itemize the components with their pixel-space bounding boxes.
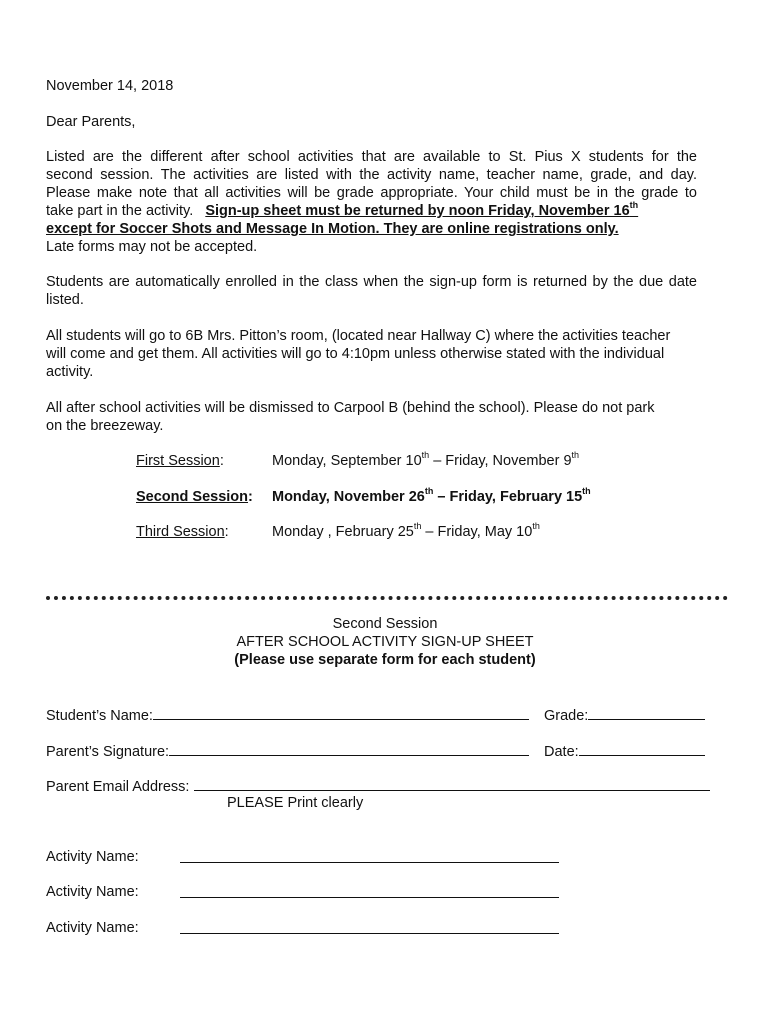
paragraph-line: Please make note that all activities will be grade appropriate. Your child must be in the grade to [46, 185, 697, 201]
paragraph-line [46, 200, 697, 219]
paragraph-line: activity. [46, 364, 94, 380]
student-name-label: Student’s Name: [46, 708, 153, 724]
paragraph-line: Students are automatically enrolled in the class when the sign-up form is returned by the due date [46, 274, 697, 290]
session-start: Monday, November 26 [272, 489, 425, 505]
date-field [544, 742, 705, 760]
paragraph-line: on the breezeway. [46, 418, 164, 434]
grade-label: Grade: [544, 708, 589, 724]
session-start: Monday , February 25 [272, 524, 414, 540]
session-end-sup: th [582, 486, 591, 496]
deadline-main: Sign-up sheet must be returned by noon Friday, November 16 [205, 203, 630, 219]
session-label: Second Session [136, 489, 249, 505]
session-start-sup: th [413, 521, 422, 531]
activity-blank[interactable] [180, 849, 559, 863]
session-colon: : [219, 453, 224, 469]
session-start-sup: th [424, 486, 434, 496]
session-start-sup: th [421, 450, 430, 460]
print-clearly-note: PLEASE Print clearly [227, 795, 364, 811]
form-session: Second Session [332, 616, 438, 632]
session-end: – Friday, May 10 [421, 524, 533, 540]
paragraph-line: will come and get them. All activities will go to 4:10pm unless otherwise stated with the individual [46, 346, 665, 362]
paragraph-line: All students will go to 6B Mrs. Pitton’s room, (located near Hallway C) where the activities teacher [46, 328, 671, 344]
activity-label: Activity Name: [46, 849, 139, 865]
parent-signature-field [46, 742, 529, 760]
session-first-label [136, 453, 224, 469]
student-name-blank[interactable] [153, 706, 529, 720]
session-end: – Friday, February 15 [433, 489, 583, 505]
late-note: Late forms may not be accepted. [46, 239, 258, 255]
paragraph-text: take part in the activity. [46, 203, 194, 219]
session-end: – Friday, November 9 [429, 453, 572, 469]
parent-email-field [46, 777, 710, 795]
parent-email-label: Parent Email Address: [46, 779, 194, 795]
letter-date: November 14, 2018 [46, 78, 174, 94]
session-third-dates [272, 521, 540, 540]
parent-email-blank[interactable] [194, 777, 710, 791]
session-first-dates [272, 450, 580, 469]
paragraph-line: Listed are the different after school activities that are available to St. Pius X students for the [46, 149, 697, 165]
session-colon: : [248, 489, 253, 505]
deadline-text [205, 200, 639, 219]
student-name-field [46, 706, 529, 724]
activity-label: Activity Name: [46, 884, 139, 900]
session-third-label [136, 524, 229, 540]
paragraph-line: All after school activities will be dismissed to Carpool B (behind the school). Please do not park [46, 400, 655, 416]
date-blank[interactable] [579, 742, 705, 756]
form-title: AFTER SCHOOL ACTIVITY SIGN-UP SHEET [236, 634, 534, 650]
parent-signature-label: Parent’s Signature: [46, 744, 170, 760]
parent-signature-blank[interactable] [169, 742, 529, 756]
session-colon: : [224, 524, 229, 540]
session-label: First Session [136, 453, 220, 469]
paragraph-line: listed. [46, 292, 84, 308]
online-note: except for Soccer Shots and Message In Motion. They are online registrations only. [46, 221, 619, 237]
activity-blank[interactable] [180, 920, 559, 934]
session-end-sup: th [532, 521, 540, 531]
date-label: Date: [544, 744, 579, 760]
session-second-label [136, 489, 253, 505]
cut-line-divider [46, 596, 728, 600]
salutation: Dear Parents, [46, 114, 136, 130]
activity-blank[interactable] [180, 884, 559, 898]
paragraph-line: second session. The activities are listed with the activity name, teacher name, grade, and day. [46, 167, 697, 183]
session-second-dates [272, 486, 591, 505]
session-end-sup: th [571, 450, 580, 460]
session-label: Third Session [136, 524, 225, 540]
activity-label: Activity Name: [46, 920, 139, 936]
grade-field [544, 706, 705, 724]
session-start: Monday, September 10 [272, 453, 422, 469]
form-subtitle: (Please use separate form for each student) [234, 652, 536, 668]
grade-blank[interactable] [588, 706, 705, 720]
deadline-sup: th [629, 200, 639, 210]
